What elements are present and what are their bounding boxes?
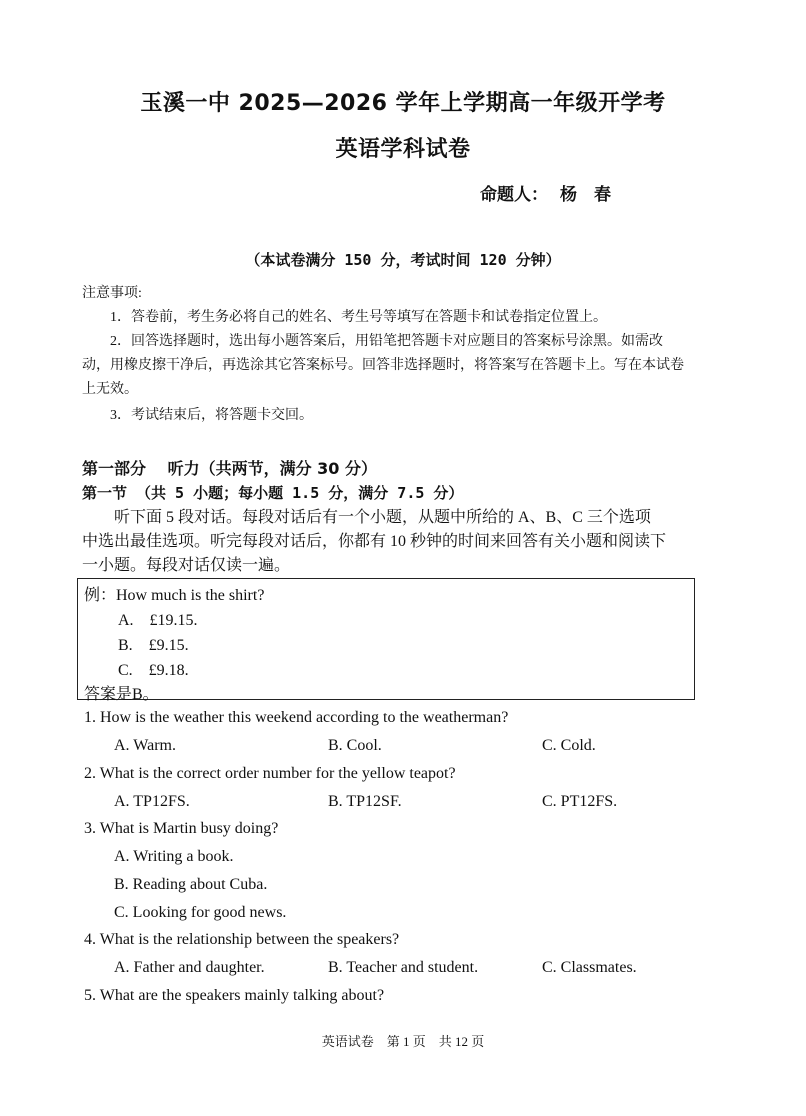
author-label: 命题人： xyxy=(480,185,548,205)
example-option-a: A. £19.15. xyxy=(118,612,198,629)
author-name: 杨 春 xyxy=(560,185,611,205)
instruction-line-3: 一小题。每段对话仅读一遍。 xyxy=(82,557,291,574)
question-1-option-b: B. Cool. xyxy=(328,737,382,754)
exam-subtitle: 英语学科试卷 xyxy=(335,137,471,162)
question-1-option-a: A. Warm. xyxy=(114,737,176,754)
question-2-option-c: C. PT12FS. xyxy=(542,793,618,810)
example-option-c: C. £9.18. xyxy=(118,662,189,679)
note-item-2-cont2: 上无效。 xyxy=(82,382,138,397)
page-footer: 英语试卷 第 1 页 共 12 页 xyxy=(321,1034,485,1049)
example-answer: 答案是B。 xyxy=(84,686,159,703)
question-4-option-a: A. Father and daughter. xyxy=(114,959,265,976)
question-1-option-c: C. Cold. xyxy=(542,737,596,754)
note-item-2: 2．回答选择题时，选出每小题答案后，用铅笔把答题卡对应题目的答案标号涂黑。如需改 xyxy=(110,334,663,349)
score-info: （本试卷满分 150 分，考试时间 120 分钟） xyxy=(245,251,561,269)
question-4-option-c: C. Classmates. xyxy=(542,959,637,976)
exam-title: 玉溪一中 2025—2026 学年上学期高一年级开学考 xyxy=(140,91,666,116)
question-3-option-b: B. Reading about Cuba. xyxy=(114,876,268,893)
instruction-line-1: 听下面 5 段对话。每段对话后有一个小题，从题中所给的 A、B、C 三个选项 xyxy=(114,509,651,526)
question-3-option-a: A. Writing a book. xyxy=(114,848,234,865)
instruction-line-2: 中选出最佳选项。听完每段对话后，你都有 10 秒钟的时间来回答有关小题和阅读下 xyxy=(82,533,667,550)
note-item-2-cont: 动，用橡皮擦干净后，再选涂其它答案标号。回答非选择题时，将答案写在答题卡上。写在本试卷 xyxy=(82,358,684,373)
note-item-3: 3．考试结束后，将答题卡交回。 xyxy=(110,408,313,423)
section-heading: 第一节 （共 5 小题；每小题 1.5 分，满分 7.5 分） xyxy=(82,484,464,502)
question-5: 5. What are the speakers mainly talking about? xyxy=(84,987,385,1004)
question-2-option-b: B. TP12SF. xyxy=(328,793,402,810)
question-1: 1. How is the weather this weekend according to the weatherman? xyxy=(84,709,509,726)
example-question: 例：How much is the shirt? xyxy=(84,587,265,604)
question-3: 3. What is Martin busy doing? xyxy=(84,820,279,837)
question-4-option-b: B. Teacher and student. xyxy=(328,959,479,976)
question-2-option-a: A. TP12FS. xyxy=(114,793,190,810)
part-heading: 第一部分 听力（共两节，满分 30 分） xyxy=(82,459,377,478)
question-3-option-c: C. Looking for good news. xyxy=(114,904,287,921)
question-4: 4. What is the relationship between the speakers? xyxy=(84,931,400,948)
note-item-1: 1．答卷前，考生务必将自己的姓名、考生号等填写在答题卡和试卷指定位置上。 xyxy=(110,310,607,325)
question-2: 2. What is the correct order number for the yellow teapot? xyxy=(84,765,456,782)
example-option-b: B. £9.15. xyxy=(118,637,189,654)
notes-heading: 注意事项: xyxy=(82,286,142,301)
